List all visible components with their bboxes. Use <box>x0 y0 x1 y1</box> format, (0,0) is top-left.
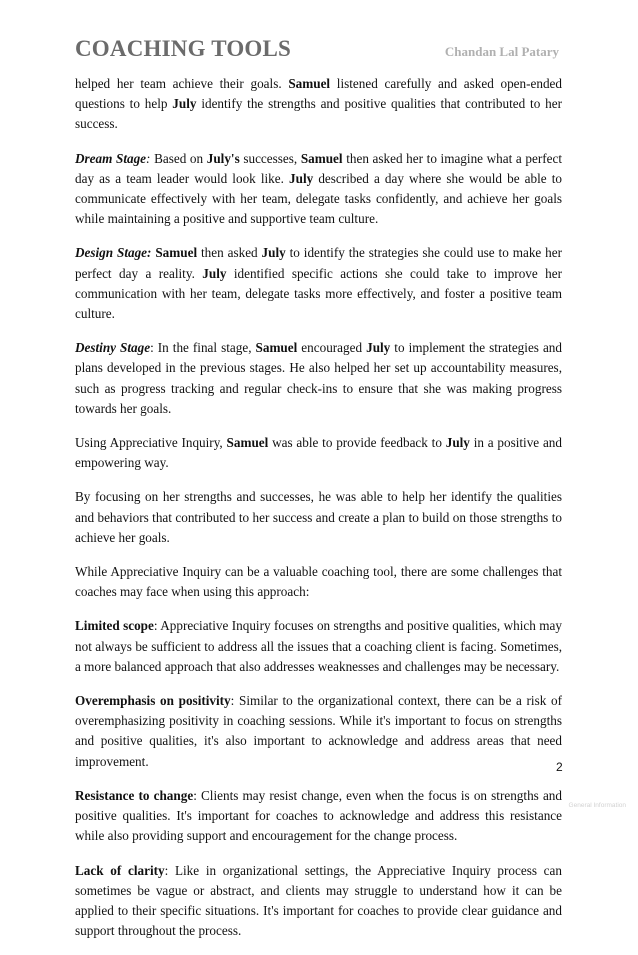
name-julys: July's <box>206 150 240 166</box>
dream-stage-colon: : <box>146 150 151 166</box>
text-run: described a day where she would be able to communicate effectively with her team, delegate tasks confidently, and achieve her goals while maintaining a positive and supportive team culture. <box>75 170 562 227</box>
text-run: Based on <box>150 150 207 166</box>
name-samuel: Samuel <box>300 150 343 166</box>
text-run: : Like in organizational settings, the Appreciative Inquiry process can sometimes be vague or abstract, and clients may struggle to understand how it can be applied to their specific situations. It's important for coaches to provide clear guidance and support throughout the process. <box>75 862 562 939</box>
text-run: identified specific actions she could take to improve her communication with her team, delegate tasks more effectively, and foster a positive team culture. <box>75 265 562 322</box>
text-run: identify the strengths and positive qualities that contributed to her success. <box>75 96 562 132</box>
paragraph-continuation <box>75 74 562 135</box>
paragraph-limited-scope <box>75 616 562 677</box>
paragraph-focusing: By focusing on her strengths and successes, he was able to help her identify the qualities and behaviors that contributed to her success and create a plan to build on those strengths to achieve her goals. <box>75 489 562 545</box>
name-samuel: Samuel <box>288 76 331 91</box>
text-run: then asked <box>197 245 262 261</box>
name-samuel: Samuel <box>155 245 198 261</box>
text-run: was able to provide feedback to <box>268 435 446 451</box>
paragraph-overemphasis <box>75 691 562 772</box>
text-run: : Clients may resist change, even when the focus is on strengths and positive qualities. It's important for coaches to acknowledge and address this resistance while also providing support and encouragement for the change process. <box>75 787 562 844</box>
name-july: July <box>366 340 391 356</box>
resistance-label: Resistance to change <box>75 787 194 803</box>
text-run: helped her team achieve their goals. <box>75 76 289 91</box>
text-run: : Appreciative Inquiry focuses on strengths and positive qualities, which may not always be sufficient to address all the issues that a coaching client is facing. Sometimes, a more balanced approach that also addresses weaknesses and challenges may be necessary. <box>75 618 562 674</box>
name-july: July <box>202 265 227 281</box>
book-title: COACHING TOOLS <box>75 36 292 61</box>
lack-of-clarity-label: Lack of clarity <box>75 862 165 878</box>
text-run: listened carefully and asked open-ended questions to help <box>75 76 562 112</box>
text-run: encouraged <box>297 340 367 356</box>
page-number: 2 <box>556 760 563 774</box>
name-samuel: Samuel <box>226 435 269 451</box>
paragraph-lack-of-clarity <box>75 861 562 942</box>
paragraph-resistance <box>75 786 562 847</box>
text-run: to identify the strategies she could use to make her perfect day a reality. <box>75 245 563 281</box>
paragraph-dream-stage <box>75 149 562 230</box>
classification-footer: General Information <box>568 802 626 809</box>
name-july: July <box>172 96 197 112</box>
text-run: successes, <box>239 150 301 166</box>
limited-scope-label: Limited scope <box>75 618 154 634</box>
text-run: : Similar to the organizational context, there can be a risk of overemphasizing positivity in coaching sessions. While it's important to focus on strengths and positive qualities, it's also important to acknowledge and address areas that need improvement. <box>75 693 562 769</box>
overemphasis-label: Overemphasis on positivity <box>75 693 231 709</box>
paragraph-using-ai <box>75 433 562 473</box>
text-run: Using Appreciative Inquiry, <box>75 435 227 451</box>
dream-stage-label: Dream Stage <box>75 150 147 166</box>
paragraph-destiny-stage <box>75 338 562 419</box>
design-stage-label: Design Stage: <box>75 245 152 261</box>
body-text <box>75 74 562 955</box>
destiny-stage-label: Destiny Stage <box>75 340 151 356</box>
name-samuel: Samuel <box>255 340 298 356</box>
name-july: July <box>261 245 286 261</box>
text-run: to implement the strategies and plans developed in the previous stages. He also helped her set up accountability measures, such as progress tracking and regular check-ins to ensure that she was making progress towards her goals. <box>75 340 562 416</box>
author-name: Chandan Lal Patary <box>444 44 559 59</box>
text-run: : In the final stage, <box>150 340 256 356</box>
text-run: then asked her to imagine what a perfect day as a team leader would look like. <box>75 150 562 186</box>
name-july: July <box>289 170 314 186</box>
paragraph-challenges-intro: While Appreciative Inquiry can be a valuable coaching tool, there are some challenges that coaches may face when using this approach: <box>75 564 562 600</box>
text-run: in a positive and empowering way. <box>75 435 562 471</box>
page-header <box>75 36 563 70</box>
paragraph-design-stage <box>75 243 562 324</box>
name-july: July <box>445 435 470 451</box>
